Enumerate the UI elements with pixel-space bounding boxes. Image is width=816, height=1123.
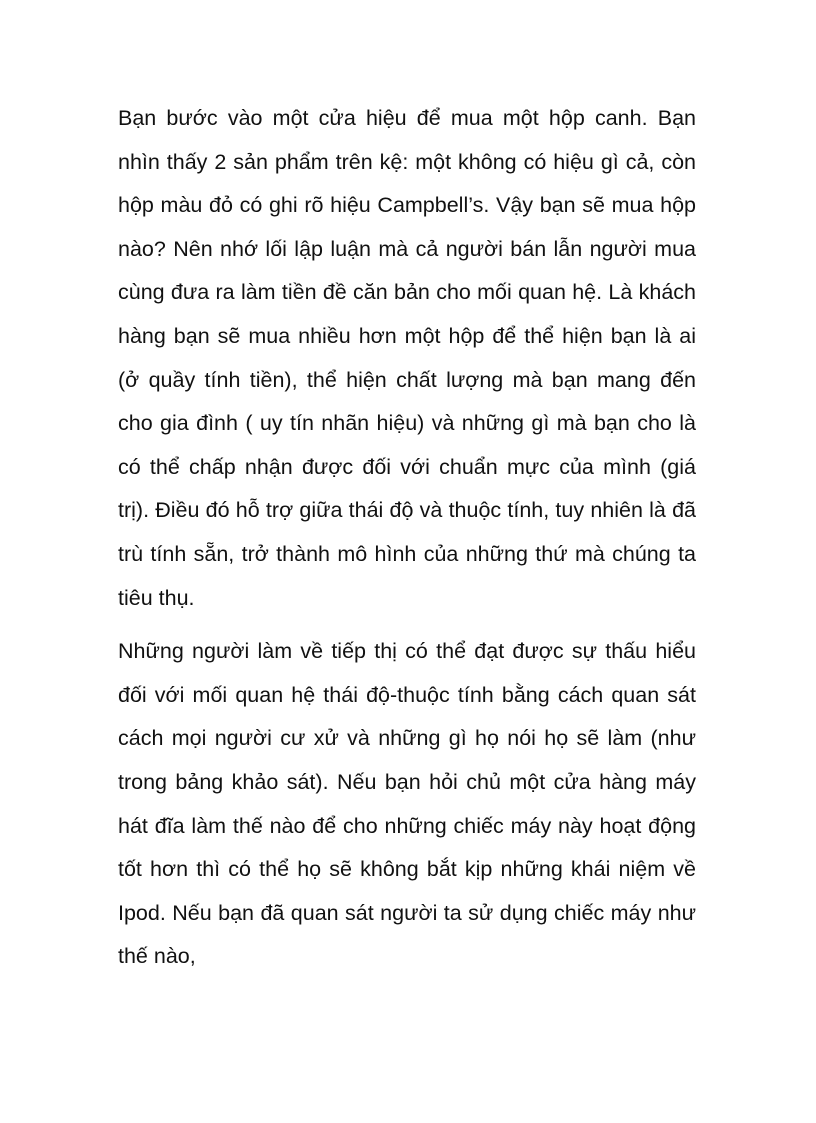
paragraph-2: Những người làm về tiếp thị có thể đạt được sự thấu hiểu đối với mối quan hệ thái độ-thuộc tính bằng cách quan sát cách mọi người cư xử và những gì họ nói họ sẽ làm (như trong bảng khảo sát). Nếu bạn hỏi chủ một cửa hàng máy hát đĩa làm thế nào để cho những chiếc máy này hoạt động tốt hơn thì có thể họ sẽ không bắt kịp những khái niệm về Ipod. Nếu bạn đã quan sát người ta sử dụng chiếc máy như thế nào, <box>118 639 696 969</box>
paragraph-1: Bạn bước vào một cửa hiệu để mua một hộp canh. Bạn nhìn thấy 2 sản phẩm trên kệ: một không có hiệu gì cả, còn hộp màu đỏ có ghi rõ hiệu Campbell’s. Vậy bạn sẽ mua hộp nào? Nên nhớ lối lập luận mà cả người bán lẫn người mua cùng đưa ra làm tiền đề căn bản cho mối quan hệ. Là khách hàng bạn sẽ mua nhiều hơn một hộp để thể hiện bạn là ai (ở quầy tính tiền), thể hiện chất lượng mà bạn mang đến cho gia đình ( uy tín nhãn hiệu) và những gì mà bạn cho là có thể chấp nhận được đối với chuẩn mực của mình (giá trị). Điều đó hỗ trợ giữa thái độ và thuộc tính, tuy nhiên là đã trù tính sẵn, trở thành mô hình của những thứ mà chúng ta tiêu thụ. <box>118 106 696 610</box>
document-body <box>118 97 696 989</box>
